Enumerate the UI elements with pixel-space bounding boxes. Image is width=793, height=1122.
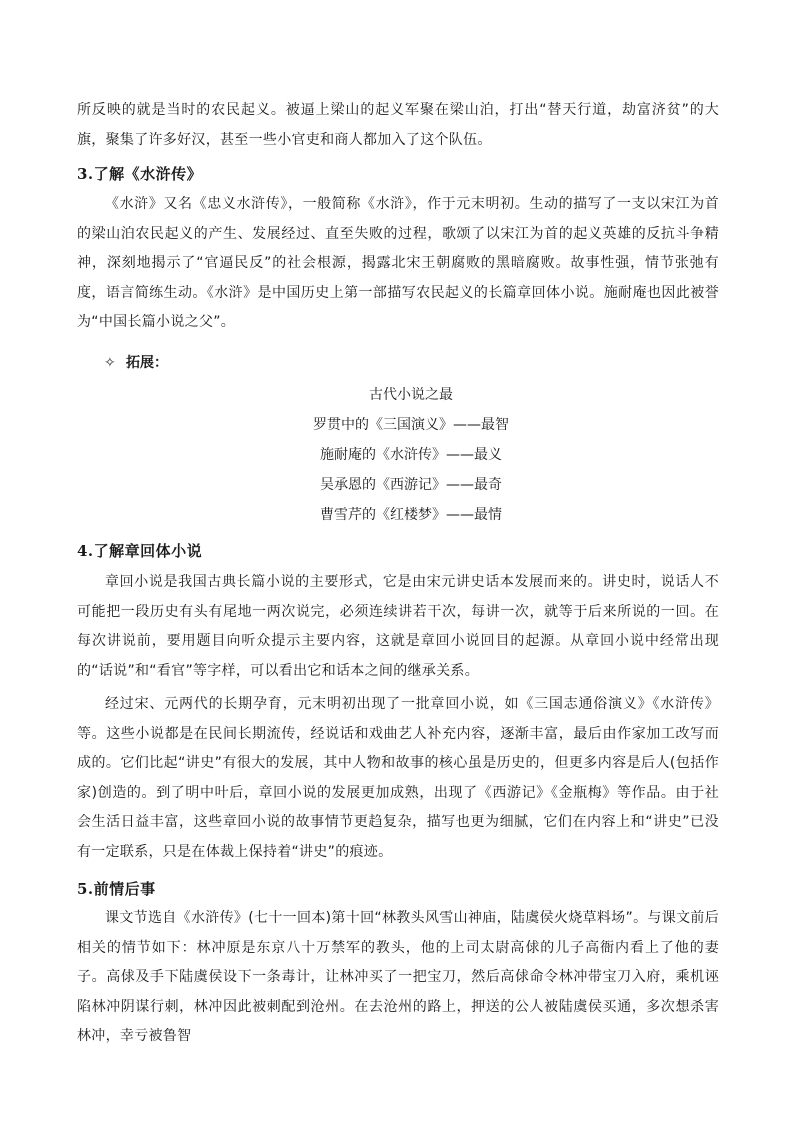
- extend-line: 施耐庵的《水浒传》——最义: [320, 447, 502, 463]
- extend-line: 曹雪芹的《红楼梦》——最情: [320, 507, 502, 523]
- extend-title: 古代小说之最: [369, 387, 453, 403]
- extend-label: [104, 352, 168, 372]
- diamond-icon: ✧: [104, 355, 116, 371]
- section-5-paragraph: 课文节选自《水浒传》(七十一回本)第十回“林教头风雪山神庙，陆虞侯火烧草料场”。与课文前后相关的情节如下：林冲原是东京八十万禁军的教头，他的上司太尉高俅的儿子高衙内看上了他的妻子。高俅及手下陆虞侯设下一条毒计，让林冲买了一把宝刀，然后高俅命令林冲带宝刀入府，乘机诬陷林冲阴谋行刺，林冲因此被刺配到沧州。在去沧州的路上，押送的公人被陆虞侯买通，多次想杀害林冲，幸亏被鲁智: [77, 910, 719, 1044]
- section-3-heading: 3.了解《水浒传》: [77, 165, 203, 183]
- section-4-paragraph-1: 章回小说是我国古典长篇小说的主要形式，它是由宋元讲史话本发展而来的。讲史时，说话人不可能把一段历史有头有尾地一两次说完，必须连续讲若干次，每讲一次，就等于后来所说的一回。在每次讲说前，要用题目向听众提示主要内容，这就是章回小说回目的起源。从章回小说中经常出现的“话说”和“看官”等字样，可以看出它和话本之间的继承关系。: [77, 574, 719, 679]
- extend-label-text: 拓展：: [126, 355, 168, 371]
- extend-line: 吴承恩的《西游记》——最奇: [320, 477, 502, 493]
- section-4-paragraph-2: 经过宋、元两代的长期孕育，元末明初出现了一批章回小说，如《三国志通俗演义》《水浒传》等。这些小说都是在民间长期流传，经说话和戏曲艺人补充内容，逐渐丰富，最后由作家加工改写而成的。它们比起“讲史”有很大的发展，其中人物和故事的核心虽是历史的，但更多内容是后人(包括作家)创造的。到了明中叶后，章回小说的发展更加成熟，出现了《西游记》《金瓶梅》等作品。由于社会生活日益丰富，这些章回小说的故事情节更趋复杂，描写也更为细腻，它们在内容上和“讲史”已没有一定联系，只是在体裁上保持着“讲史”的痕迹。: [77, 696, 719, 860]
- section-5-heading: 5.前情后事: [77, 880, 156, 898]
- section-3-paragraph: 《水浒》又名《忠义水浒传》，一般简称《水浒》，作于元末明初。生动的描写了一支以宋江为首的梁山泊农民起义的产生、发展经过、直至失败的过程，歌颂了以宋江为首的起义英雄的反抗斗争精神，深刻地揭示了“官逼民反”的社会根源，揭露北宋王朝腐败的黑暗腐败。故事性强，情节张弛有度，语言简练生动。《水浒》是中国历史上第一部描写农民起义的长篇章回体小说。施耐庵也因此被誉为“中国长篇小说之父”。: [77, 196, 719, 330]
- intro-paragraph: 所反映的就是当时的农民起义。被逼上梁山的起义军聚在梁山泊，打出“替天行道，劫富济贫”的大旗，聚集了许多好汉，甚至一些小官吏和商人都加入了这个队伍。: [77, 102, 719, 148]
- extend-line: 罗贯中的《三国演义》——最智: [313, 417, 509, 433]
- section-4-heading: 4.了解章回体小说: [77, 542, 203, 560]
